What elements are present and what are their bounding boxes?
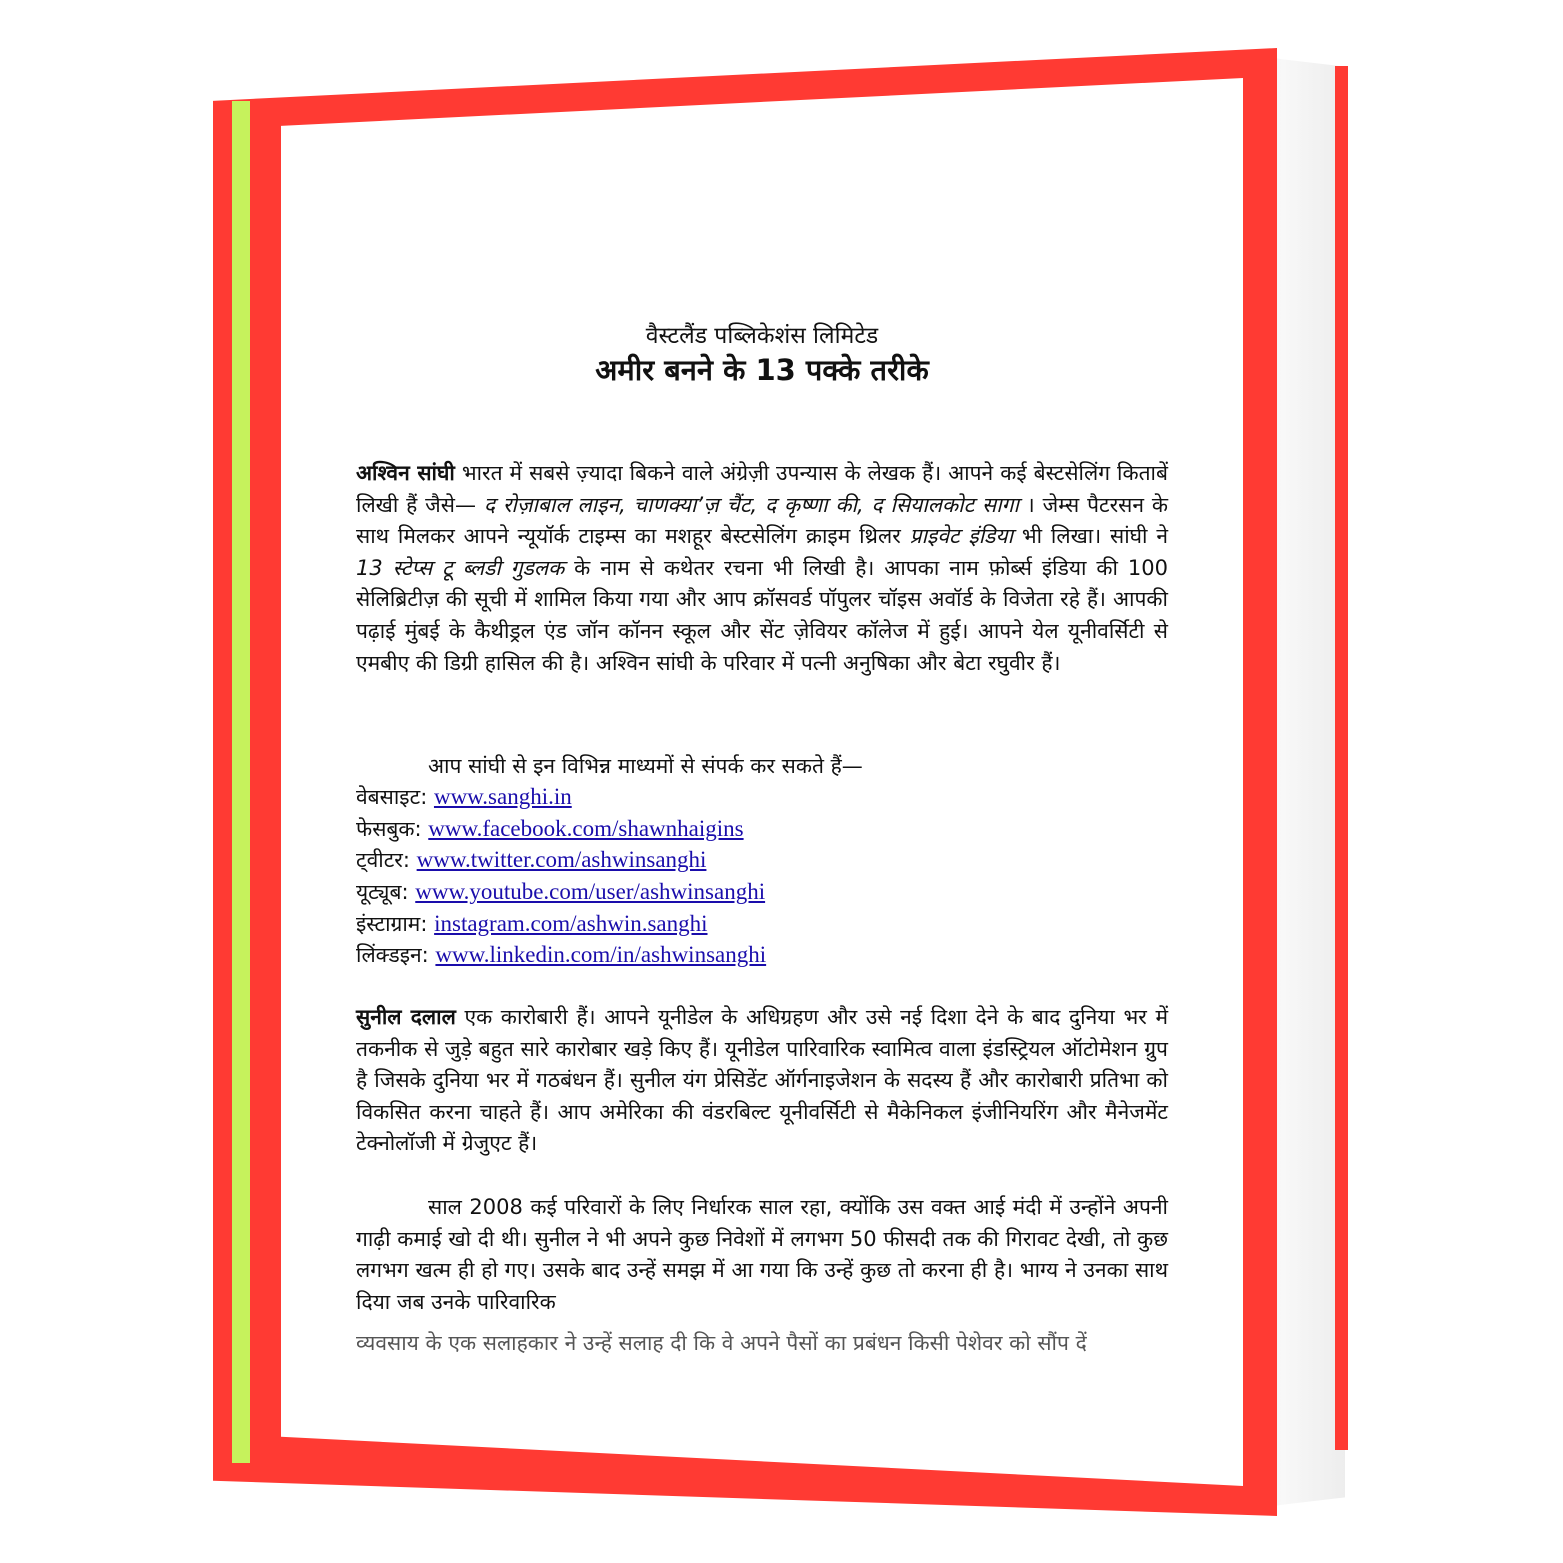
story-paragraph: साल 2008 कई परिवारों के लिए निर्धारक साल रहा, क्योंकि उस वक्त आई मंदी में उन्होंने अपनी गाढ़ी कमाई खो दी थी। सुनील ने भी अपने कुछ निवेशों में लगभग 50 फीसदी तक की गिरावट देखी, तो कुछ लगभग खत्म ही हो गए। उसके बाद उन्हें समझ में आ गया कि उन्हें कुछ तो करना ही है। भाग्य ने उनका साथ दिया जब उनके पारिवारिक bbox=[356, 1195, 1168, 1314]
spine-stripe bbox=[232, 101, 250, 1463]
link-label: फेसबुक: bbox=[356, 816, 429, 841]
bio-text: के नाम से कथेतर रचना भी लिखी है। आपका नाम फ़ोर्ब्स इंडिया की 100 सेलिब्रिटीज़ की सूची में शामिल किया गया और आप क्रॉसवर्ड पॉपुलर चॉइस अवॉर्ड के विजेता रहे हैं। आपकी पढ़ाई मुंबई के कैथीड्रल एंड जॉन कॉनन स्कूल और सेंट ज़ेवियर कॉलेज में हुई। आपने येल यूनीवर्सिटी से एमबीए की डिग्री हासिल की है। अश्विन सांघी के परिवार में पत्नी अनुषिका और बेटा रघुवीर हैं। bbox=[356, 555, 1168, 675]
contact-intro: आप सांघी से इन विभिन्न माध्यमों से संपर्क कर सकते हैं— bbox=[428, 754, 863, 778]
back-cover-edge bbox=[1335, 66, 1348, 1450]
bio-text: एक कारोबारी हैं। आपने यूनीडेल के अधिग्रहण और उसे नई दिशा देने के बाद दुनिया भर में तकनीक से जुड़े बहुत सारे कारोबार खड़े किए हैं। यूनीडेल पारिवारिक स्वामित्व वाला इंडस्ट्रियल ऑटोमेशन ग्रुप है जिसके दुनिया भर में गठबंधन हैं। सुनील यंग प्रेसिडेंट ऑर्गनाइजेशन के सदस्य हैं और कारोबारी प्रतिभा को विकसित करना चाहते हैं। आप अमेरिका की वंडरबिल्ट यूनीवर्सिटी से मैकेनिकल इंजीनियरिंग और मैनेजमेंट टेक्नोलॉजी में ग्रेजुएट हैं। bbox=[356, 1005, 1168, 1156]
book-title-thriller: प्राइवेट इंडिया bbox=[909, 524, 1014, 549]
book-list: द रोज़ाबाल लाइन, चाणक्या’ज़ चैंट, द कृष्णा की, द सियालकोट सागा bbox=[483, 492, 1019, 517]
contact-facebook bbox=[356, 815, 1168, 847]
author-name: अश्विन सांघी bbox=[356, 461, 455, 485]
website-link[interactable]: www.sanghi.in bbox=[433, 784, 572, 809]
book-title-nonfiction: 13 स्टेप्स टू ब्लडी गुडलक bbox=[356, 555, 565, 580]
link-label: वेबसाइट: bbox=[356, 785, 434, 809]
bio-text: भी लिखा। सांघी ने bbox=[1013, 524, 1168, 549]
link-label: ट्वीटर: bbox=[356, 848, 417, 873]
facebook-link[interactable]: www.facebook.com/shawnhaigins bbox=[428, 815, 744, 841]
instagram-link[interactable]: instagram.com/ashwin.sanghi bbox=[434, 910, 708, 936]
youtube-link[interactable]: www.youtube.com/user/ashwinsanghi bbox=[415, 879, 766, 905]
link-label: इंस्टाग्राम: bbox=[356, 911, 435, 936]
author-bio-sanghi bbox=[356, 458, 1168, 679]
cut-off-line bbox=[356, 1331, 1168, 1360]
cut-off-text: व्यवसाय के एक सलाहकार ने उन्हें सलाह दी कि वे अपने पैसों का प्रबंधन किसी पेशेवर को सौंप दें bbox=[356, 1331, 1087, 1355]
link-label: लिंक्डइन: bbox=[356, 943, 436, 968]
contact-website bbox=[356, 783, 1168, 815]
contact-youtube bbox=[356, 878, 1168, 910]
contact-instagram bbox=[356, 910, 1168, 942]
author-bio-dalal bbox=[356, 1002, 1168, 1160]
contact-twitter bbox=[356, 846, 1168, 878]
twitter-link[interactable]: www.twitter.com/ashwinsanghi bbox=[416, 847, 707, 873]
bio-text: । जेम्स पैटरसन के साथ मिलकर आपने न्यूयॉर्क टाइम्स का मशहूर बेस्टसेलिंग क्राइम थ्रिलर bbox=[356, 492, 1169, 549]
contact-linkedin bbox=[356, 941, 1168, 973]
book-title: अमीर बनने के 13 पक्के तरीके bbox=[595, 353, 929, 387]
contact-links bbox=[356, 783, 1168, 973]
linkedin-link[interactable]: www.linkedin.com/in/ashwinsanghi bbox=[435, 942, 767, 968]
author-name: सुनील दलाल bbox=[356, 1005, 456, 1029]
bio-text: भारत में सबसे ज़्यादा बिकने वाले अंग्रेज़ी उपन्यास के लेखक हैं। आपने कई बेस्टसेलिंग किताबें लिखी हैं जैसे— bbox=[356, 461, 1168, 517]
link-label: यूट्यूब: bbox=[356, 880, 416, 905]
publisher-name: वैस्टलैंड पब्लिकेशंस लिमिटेड bbox=[645, 323, 879, 349]
